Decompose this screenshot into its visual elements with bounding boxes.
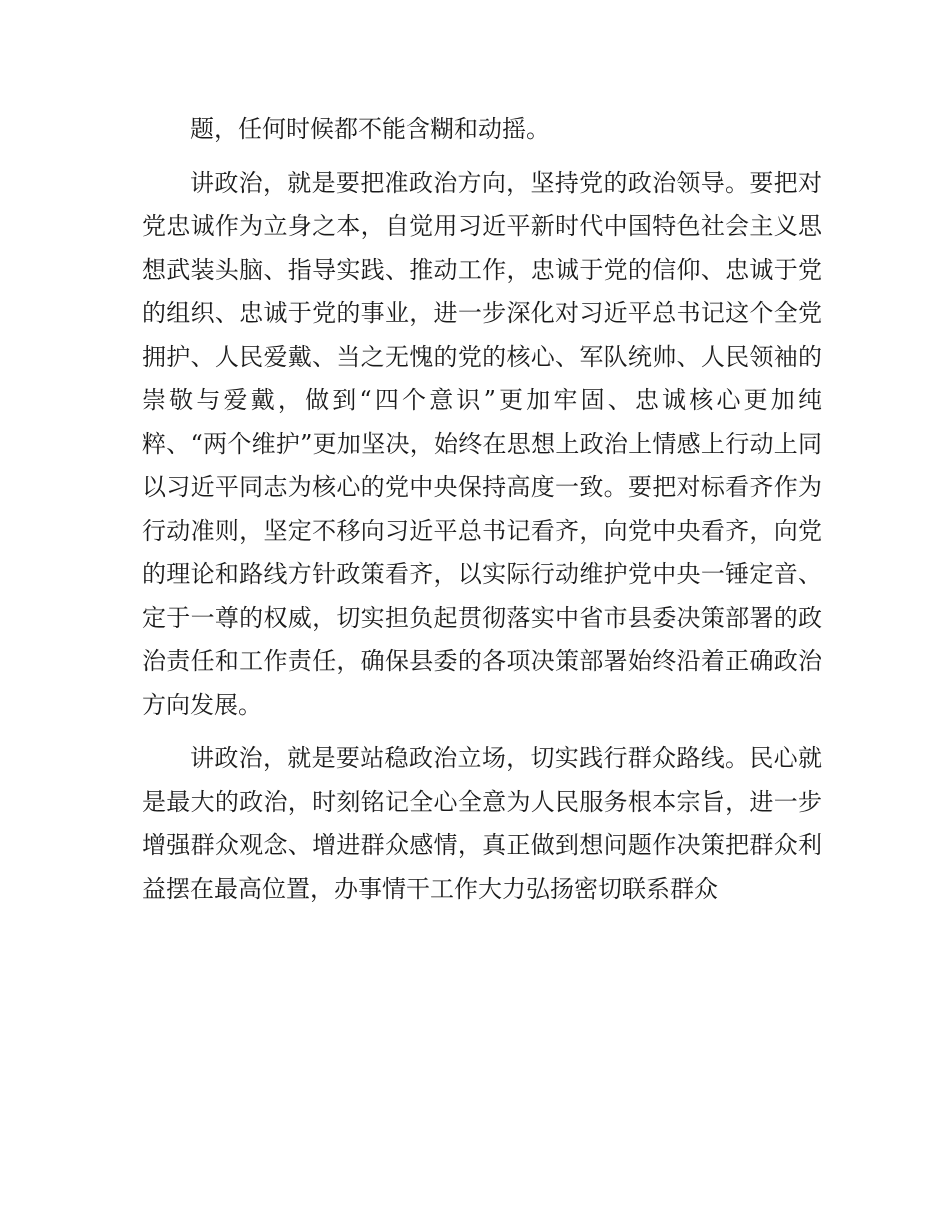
document-body <box>142 108 822 921</box>
paragraph-political-direction: 讲政治，就是要把准政治方向，坚持党的政治领导。要把对党忠诚作为立身之本，自觉用习近平新时代中国特色社会主义思想武装头脑、指导实践、推动工作，忠诚于党的信仰、忠诚于党的组织、忠诚于党的事业，进一步深化对习近平总书记这个全党拥护、人民爱戴、当之无愧的党的核心、军队统帅、人民领袖的崇敬与爱戴，做到“四个意识”更加牢固、忠诚核心更加纯粹、“两个维护”更加坚决，始终在思想上政治上情感上行动上同以习近平同志为核心的党中央保持高度一致。要把对标看齐作为行动准则，坚定不移向习近平总书记看齐，向党中央看齐，向党的理论和路线方针政策看齐，以实际行动维护党中央一锤定音、定于一尊的权威，切实担负起贯彻落实中省市县委决策部署的政治责任和工作责任，确保县委的各项决策部署始终沿着正确政治方向发展。 <box>142 168 822 719</box>
paragraph-continuation: 题，任何时候都不能含糊和动摇。 <box>190 115 550 143</box>
paragraph-political-stance: 讲政治，就是要站稳政治立场，切实践行群众路线。民心就是最大的政治，时刻铭记全心全意为人民服务根本宗旨，进一步增强群众观念、增进群众感情，真正做到想问题作决策把群众利益摆在最高位置，办事情干工作大力弘扬密切联系群众 <box>142 744 822 903</box>
